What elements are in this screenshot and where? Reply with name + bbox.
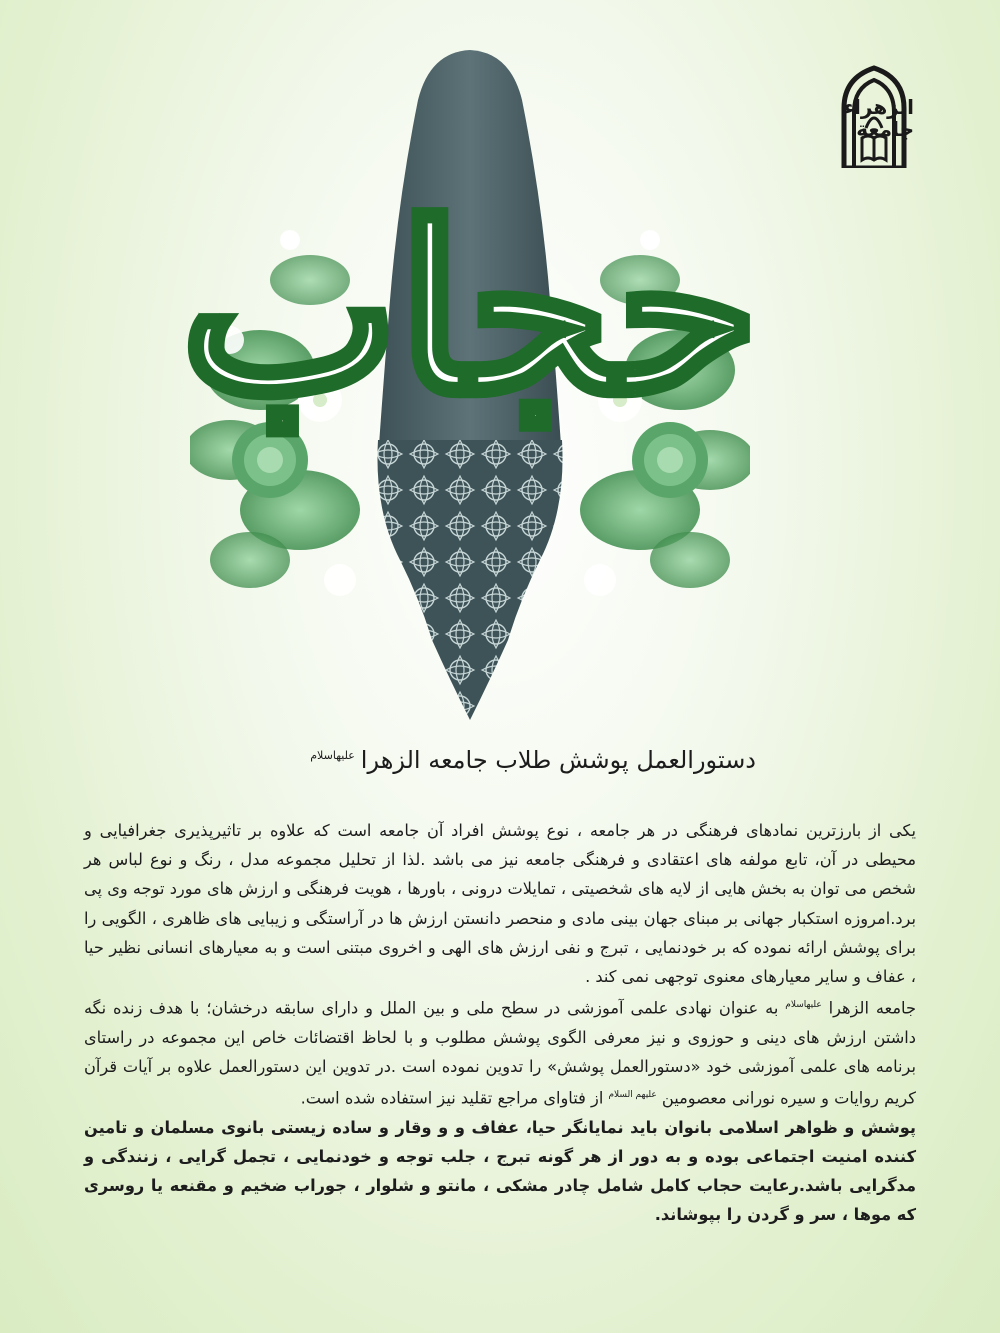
chador-ornament: [377, 440, 562, 720]
paragraph-2-honorific-2: علیهم السلام: [608, 1090, 657, 1101]
paragraph-2: [84, 991, 916, 1113]
paragraph-2-mid: به عنوان نهادی علمی آموزشی در سطح ملی و بین الملل و دارای سابقه درخشان؛ با هدف زنده نگه داشتن ارزش های دینی و حوزوی و نیز معرفی الگوی پوشش مطلوب و با لحاظ اقتضائات خاص این مجموعه در راستای برنامه های علمی آموزشی خود «دستورالعمل پوشش» را تدوین نموده است .در تدوین این دستورالعمل علاوه بر آیات قرآن کریم روایات و سیره نورانی معصومین: [84, 998, 916, 1108]
paragraph-3: پوشش و ظواهر اسلامی بانوان باید نمایانگر حیا، عفاف و و وقار و ساده زیستی بانوی مسلمان و تامین کننده امنیت اجتماعی بوده و به دور از هر گونه تبرج ، جلب توجه و خودنمایی ، تجمل گرایی ، زنندگی و مدگرایی باشد.رعایت حجاب کامل شامل چادر مشکی ، مانتو و شلوار ، جوراب ضخیم و مقنعه یا روسری که موها ، سر و گردن را بپوشاند.: [84, 1117, 916, 1225]
subtitle-text: دستورالعمل پوشش طلاب جامعه الزهرا: [360, 746, 756, 774]
paragraph-2-start: جامعه الزهرا: [828, 998, 916, 1018]
hero-title: حجاب: [181, 175, 759, 445]
subtitle: [150, 746, 756, 774]
logo-line-1: الزهراء: [843, 95, 914, 119]
paragraph-2-end: از فتاوای مراجع تقلید نیز استفاده شده است.: [300, 1088, 604, 1108]
subtitle-honorific: علیهاسلام: [310, 749, 355, 762]
paragraph-2-honorific: علیهاسلام: [785, 1000, 822, 1011]
paragraph-1: یکی از بارزترین نمادهای فرهنگی در هر جامعه ، نوع پوشش افراد آن جامعه است که علاوه بر تاثیرپذیری جغرافیایی و محیطی در آن، تابع مولفه های اعتقادی و فرهنگی جامعه نیز می باشد .لذا از تحلیل مجموعه مدل ، رنگ و نوع لباس هر شخص می توان به بخش هایی از لایه های شخصیتی ، تمایلات درونی ، باورها ، هویت فرهنگی و ارزش های مورد توجه وی پی برد.امروزه استکبار جهانی بر مبنای جهان بینی مادی و منحصر دانستن ارزش ها در آراستگی و زیبایی های ظاهری ، الگویی را برای پوشش ارائه نموده که بر خودنمایی ، تبرج و نفی ارزش های الهی و اخروی مبتنی است و به معیارهای انسانی نظیر حیا ، عفاف و سایر معیارهای معنوی توجهی نمی کند .: [84, 821, 916, 987]
body-text: [84, 816, 916, 1230]
logo-line-2: جامعة: [856, 117, 914, 141]
logo-wordmark: [814, 96, 914, 140]
